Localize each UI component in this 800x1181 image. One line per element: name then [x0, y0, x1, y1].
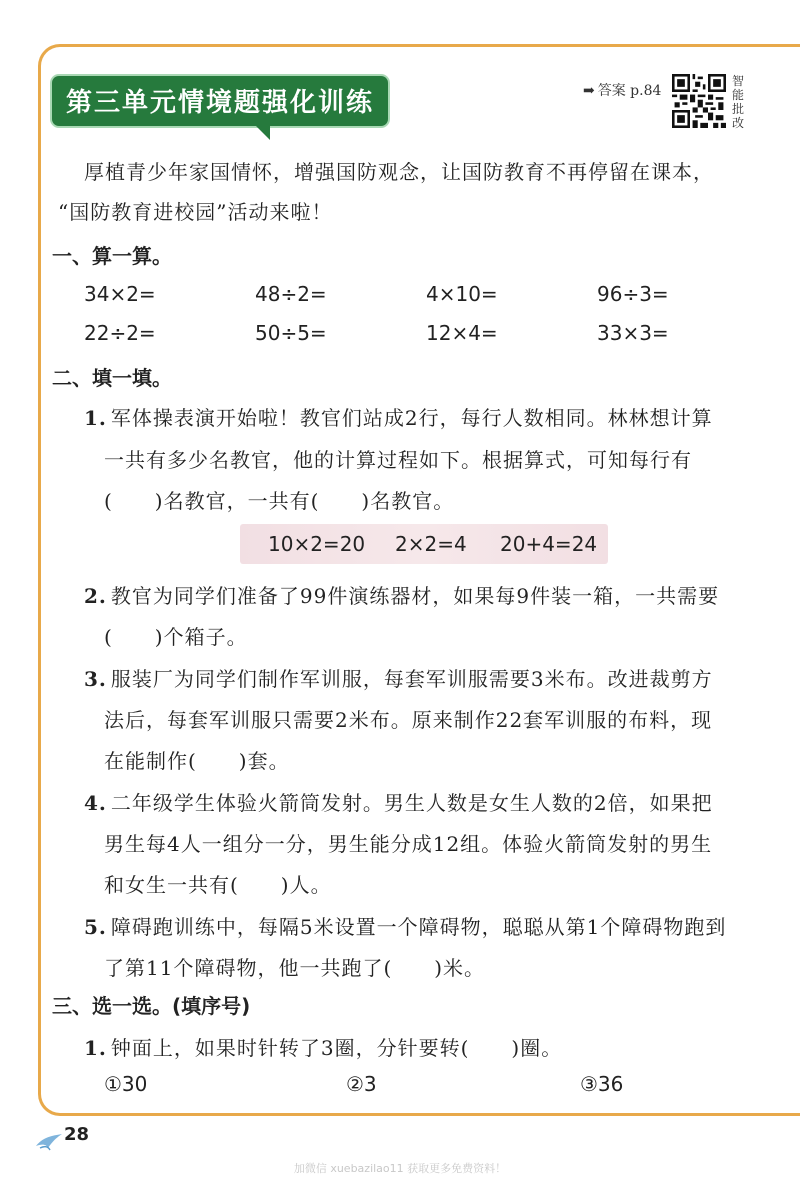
question-2-5-line-1: 5. 障碍跑训练中，每隔5米设置一个障碍物，聪聪从第1个障碍物跑到 — [84, 915, 727, 939]
question-2-3-line-2: 法后，每套军训服只需要2米布。原来制作22套军训服的布料，现 — [104, 708, 713, 732]
calc-item: 22÷2= — [84, 321, 156, 345]
question-2-4-line-3: 和女生一共有( )人。 — [104, 873, 332, 897]
arrow-right-icon: ➡ — [583, 83, 595, 99]
smart-grading-label: 智 能 批 改 — [731, 74, 744, 130]
option-3: ③36 — [580, 1072, 624, 1096]
bird-logo-icon — [34, 1128, 64, 1152]
calc-item: 50÷5= — [255, 321, 327, 345]
question-2-1-line-2: 一共有多少名教官，他的计算过程如下。根据算式，可知每行有 — [104, 448, 692, 472]
page-number: 28 — [64, 1124, 90, 1145]
calc-item: 12×4= — [426, 321, 498, 345]
question-2-1-line-3: ( )名教官，一共有( )名教官。 — [104, 489, 455, 513]
question-2-2-line-1: 2. 教官为同学们准备了99件演练器材，如果每9件装一箱，一共需要 — [84, 584, 720, 608]
calc-item: 48÷2= — [255, 282, 327, 306]
intro-line-1: 厚植青少年家国情怀，增强国防观念，让国防教育不再停留在课本， — [84, 160, 714, 184]
option-1: ①30 — [104, 1072, 148, 1096]
answer-ref-text: 答案 p.84 — [597, 83, 662, 99]
question-2-1-line-1: 1. 军体操表演开始啦！教官们站成2行，每行人数相同。林林想计算 — [84, 406, 713, 430]
page-title: 第三单元情境题强化训练 — [52, 76, 388, 126]
footer-watermark: 加微信 xuebazilao11 获取更多免费资料！ — [293, 1162, 507, 1175]
formula-1: 10×2=20 — [268, 532, 366, 556]
calc-item: 33×3= — [597, 321, 669, 345]
answer-reference[interactable] — [583, 80, 661, 100]
question-2-3-line-3: 在能制作( )套。 — [104, 749, 290, 773]
intro-line-2: “国防教育进校园”活动来啦！ — [58, 200, 333, 224]
qr-code-icon[interactable] — [672, 74, 726, 128]
calc-item: 34×2= — [84, 282, 156, 306]
question-2-3-line-1: 3. 服装厂为同学们制作军训服，每套军训服需要3米布。改进裁剪方 — [84, 667, 713, 691]
question-2-5-line-2: 了第11个障碍物，他一共跑了( )米。 — [104, 956, 486, 980]
formula-2: 2×2=4 — [395, 532, 467, 556]
section-heading-choose: 三、选一选。(填序号) — [52, 994, 251, 1018]
option-2: ②3 — [346, 1072, 377, 1096]
section-heading-fill: 二、填一填。 — [52, 366, 172, 390]
calc-item: 96÷3= — [597, 282, 669, 306]
calc-item: 4×10= — [426, 282, 498, 306]
question-2-4-line-2: 男生每4人一组分一分，男生能分成12组。体验火箭筒发射的男生 — [104, 832, 713, 856]
question-3-1-line-1: 1. 钟面上，如果时针转了3圈，分针要转( )圈。 — [84, 1036, 563, 1060]
formula-3: 20+4=24 — [500, 532, 598, 556]
section-heading-calculate: 一、算一算。 — [52, 244, 172, 268]
question-2-2-line-2: ( )个箱子。 — [104, 625, 248, 649]
question-2-4-line-1: 4. 二年级学生体验火箭筒发射。男生人数是女生人数的2倍，如果把 — [84, 791, 713, 815]
title-area — [52, 76, 388, 126]
